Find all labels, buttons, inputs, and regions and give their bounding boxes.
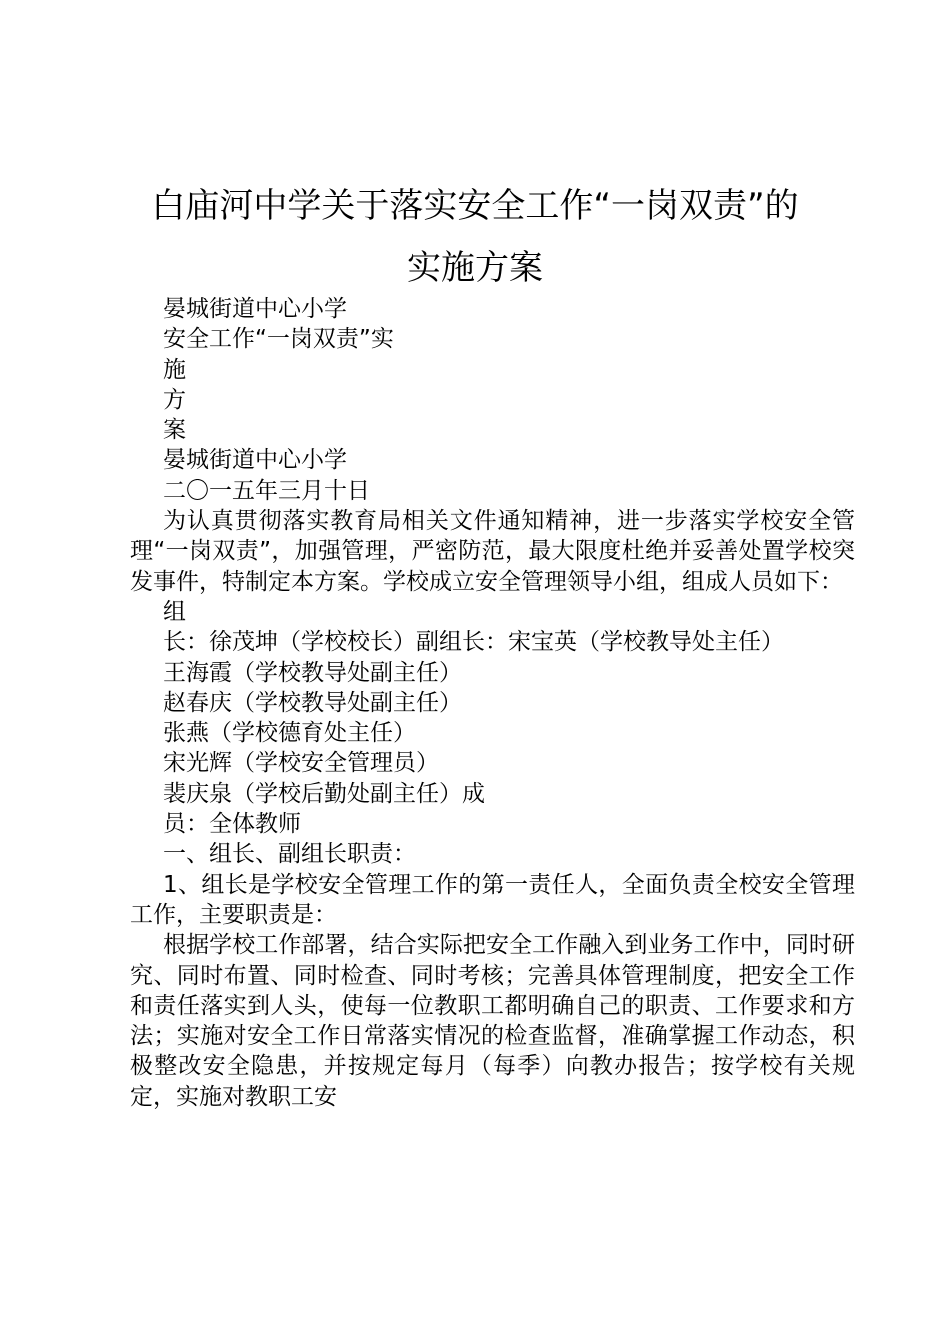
- member-line: 裴庆泉（学校后勤处副主任）成: [163, 780, 485, 807]
- document-body: [130, 294, 855, 1112]
- date-line: 二〇一五年三月十日: [163, 477, 370, 504]
- subtitle-char-line: 案: [163, 417, 186, 444]
- member-line: 王海霞（学校教导处副主任）: [163, 659, 462, 686]
- subtitle-char-line: 施: [163, 356, 186, 383]
- issuer-line: 晏城街道中心小学: [163, 447, 347, 474]
- member-line: 宋光辉（学校安全管理员）: [163, 750, 439, 777]
- duties-paragraph: 根据学校工作部署，结合实际把安全工作融入到业务工作中，同时研究、同时布置、同时检查、同时考核；完善具体管理制度，把安全工作和责任落实到人头，使每一位教职工都明确自己的职责、工作要求和方法；实施对安全工作日常落实情况的检查监督，准确掌握工作动态，积极整改安全隐患，并按规定每月（每季）向教办报告；按学校有关规定，实施对教职工安: [130, 932, 855, 1110]
- section-heading: 一、组长、副组长职责：: [163, 841, 416, 868]
- document-title-line-2: 实施方案: [407, 248, 543, 288]
- subtitle-line: 安全工作“一岗双责”实: [163, 326, 394, 353]
- member-line: 赵春庆（学校教导处副主任）: [163, 689, 462, 716]
- subtitle-char-line: 方: [163, 386, 186, 413]
- school-name-line: 晏城街道中心小学: [163, 296, 347, 322]
- intro-paragraph: 为认真贯彻落实教育局相关文件通知精神，进一步落实学校安全管理“一岗双责”，加强管理，严密防范，最大限度杜绝并妥善处置学校突发事件，特制定本方案。学校成立安全管理领导小组，组成人员如下：: [130, 508, 855, 595]
- member-line: 张燕（学校德育处主任）: [163, 720, 416, 747]
- group-label-line: 组: [163, 598, 186, 625]
- item-paragraph: 1、组长是学校安全管理工作的第一责任人，全面负责全校安全管理工作，主要职责是：: [130, 871, 855, 928]
- leader-line: 长：徐茂坤（学校校长）副组长：宋宝英（学校教导处主任）: [163, 629, 784, 656]
- members-line: 员：全体教师: [163, 811, 301, 838]
- document-title-line-1: 白庙河中学关于落实安全工作“一岗双责”的: [151, 186, 799, 226]
